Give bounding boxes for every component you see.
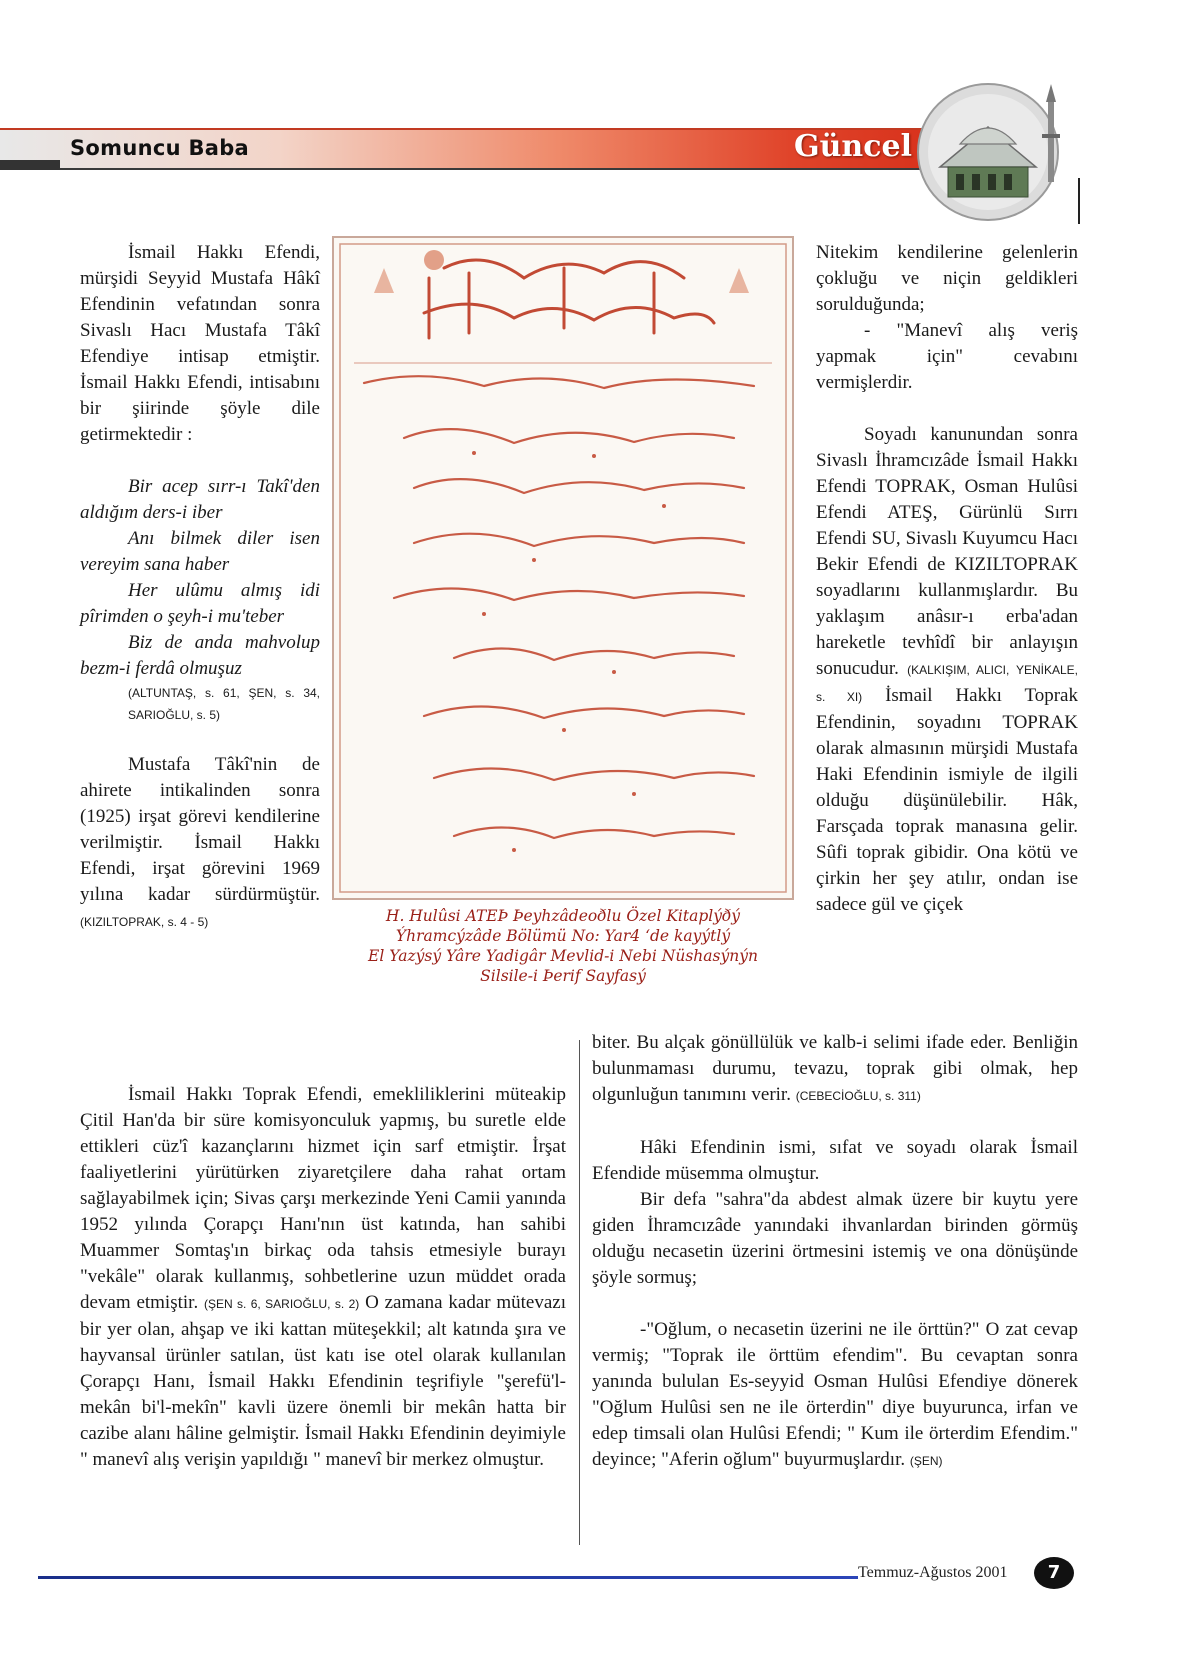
bottom-right-paragraph-1 bbox=[592, 1030, 1078, 1109]
figure-caption bbox=[332, 906, 794, 986]
left-paragraph-1: İsmail Hakkı Efendi, mürşidi Seyyid Mustafa Hâkî Efendinin vefatından sonra Sivaslı Hacı Mustafa Tâkî Efendiye intisap etmiştir. İsmail Hakkı Efendi, intisabını bir şiirinde şöyle dile getirmektedir : bbox=[80, 242, 320, 445]
poem bbox=[80, 474, 320, 682]
bottom-right-paragraph-1-citation: (CEBECİOĞLU, s. 311) bbox=[795, 1089, 921, 1103]
left-paragraph-2-citation: (KIZILTOPRAK, s. 4 - 5) bbox=[80, 915, 209, 929]
column-divider bbox=[579, 1040, 580, 1545]
poem-citation: (ALTUNTAŞ, s. 61, ŞEN, s. 34, SARIOĞLU, s. 5) bbox=[128, 686, 320, 722]
manuscript-image bbox=[332, 236, 794, 900]
section-title: Güncel bbox=[794, 129, 912, 164]
issue-date: Temmuz-Ağustos 2001 bbox=[858, 1564, 1008, 1581]
right-column bbox=[816, 240, 1078, 918]
right-paragraph-3-citation: (KALKIŞIM, ALICI, YENİKALE, s. XI) bbox=[816, 663, 1078, 704]
bottom-left-paragraph-1-text: İsmail Hakkı Toprak Efendi, emekliliklerini müteakip Çitil Han'da bir süre komisyonculuk yapmış, bu suretle elde ettikleri cüz'î kazançlarını hizmet için sarf etmiştir. İrşat faaliyetlerini yürütürken ziyaretçilere daha rahat ortam sağlayabilmek için; Sivas çarşı merkezinde Yeni Camii yanında 1952 yılında Çorapçı Hanı'nın üst katında, han sahibi Muammer Somtaş'ın birkaç oda tahsis etmesiyle burayı "vekâle" olarak kullanmış, sohbetlerine uzun müddet orada devam etmiştir. bbox=[80, 1084, 566, 1313]
right-paragraph-3-text: Soyadı kanunundan sonra Sivaslı İhramcızâde İsmail Hakkı Efendi TOPRAK, Osman Hulûsi Efendi ATEŞ, Gürünlü Sırrı Efendi SU, Sivaslı Kuyumcu Hacı Bekir Efendi de KIZILTOPRAK soyadlarını kullanmışlardır. Bu yaklaşım anâsır-ı erba'adan hareketle tevhîdî bir anlayışın sonucudur. bbox=[816, 424, 1078, 679]
caption-line-2: Ýhramcýzâde Bölümü No: Yar4 ‘de kayýtlý bbox=[395, 927, 731, 945]
caption-line-3: El Yazýsý Yâre Yadigâr Mevlid-i Nebi Nüshasýnýn bbox=[368, 947, 758, 965]
bottom-right-paragraph-3: Bir defa "sahra"da abdest almak üzere bir kuytu yere giden İhramcızâde yanındaki ihvanlardan birinden görmüş olduğu necasetin üzerini örtmesini istemiş ve ona dönüşünde şöyle sormuş; bbox=[592, 1189, 1078, 1288]
caption-line-4: Silsile-i Þerif Sayfasý bbox=[480, 967, 646, 985]
poem-line-1: Bir acep sırr-ı Takî'den aldığım ders-i iber bbox=[80, 476, 320, 523]
right-paragraph-2: - "Manevî alış veriş yapmak için" cevabını vermişlerdir. bbox=[816, 320, 1078, 393]
header-vertical-rule bbox=[1078, 178, 1080, 224]
poem-line-3: Her ulûmu almış idi pîrimden o şeyh-i mu'teber bbox=[80, 580, 320, 627]
bottom-right-paragraph-4-citation: (ŞEN) bbox=[909, 1454, 943, 1468]
bottom-right-paragraph-2: Hâki Efendinin ismi, sıfat ve soyadı olarak İsmail Efendide müsemma olmuştur. bbox=[592, 1137, 1078, 1184]
left-column bbox=[80, 240, 320, 935]
poem-line-2: Anı bilmek diler isen vereyim sana haber bbox=[80, 528, 320, 575]
bottom-right-paragraph-1-text: biter. Bu alçak gönüllülük ve kalb-i selimi ifade eder. Benliğin bulunmaması durumu, tevazu, toprak gibi olmak, hep olgunluğun tanımını verir. bbox=[592, 1032, 1078, 1105]
magazine-title: Somuncu Baba bbox=[70, 136, 250, 160]
footer-rule bbox=[38, 1576, 858, 1579]
bottom-right-paragraph-4-text: -"Oğlum, o necasetin üzerini ne ile örttün?" O zat cevap vermiş; "Toprak ile örttüm efendim". Bu cevaptan sonra yanında bululan Es-seyyid Osman Hulûsi Efendiye dönerek "Oğlum Hulûsi sen ne ile örterdin" diye buyurunca, irfan ve edep timsali olan Hulûsi Efendi; " Kum ile örterdim Efendim." deyince; "Aferin oğlum" buyurmuşlardır. bbox=[592, 1319, 1078, 1470]
bottom-left-paragraph-1-citation: (ŞEN s. 6, SARIOĞLU, s. 2) bbox=[204, 1297, 360, 1311]
bottom-left-paragraph-1-continued: O zamana kadar mütevazı bir yer olan, ahşap ve iki kattan müteşekkil; alt katında şıra ve hayvansal ürünler satılan, üst katı ise otel olarak kullanılan Çorapçı Hanı, İsmail Hakkı Efendinin teşrifiyle "şerefü'l-mekân bi'l-mekîn" kavli üzere önemli bir mekân hatta bir cazibe alanı hâline gelmiştir. İsmail Hakkı Efendinin deyimiyle " manevî alış verişin yapıldığı " manevî bir merkez olmuştur. bbox=[80, 1292, 567, 1470]
bottom-right-paragraph-4 bbox=[592, 1317, 1078, 1474]
caption-line-1: H. Hulûsi ATEÞ Þeyhzâdeoðlu Özel Kitaplýðý bbox=[385, 907, 741, 925]
bottom-right-column bbox=[592, 1030, 1078, 1474]
bottom-left-column bbox=[80, 1082, 566, 1473]
header-left-bar bbox=[0, 160, 60, 170]
left-paragraph-2 bbox=[80, 752, 320, 935]
bottom-left-paragraph-1 bbox=[80, 1082, 566, 1473]
mosque-logo-icon bbox=[910, 72, 1080, 222]
left-paragraph-2-text: Mustafa Tâkî'nin de ahirete intikalinden sonra (1925) irşat görevi kendilerine verilmiştir. İsmail Hakkı Efendi, irşat görevini 1969 yılına kadar sürdürmüştür. bbox=[80, 754, 320, 905]
poem-line-4: Biz de anda mahvolup bezm-i ferdâ olmuşuz bbox=[80, 632, 320, 679]
right-paragraph-1: Nitekim kendilerine gelenlerin çokluğu ve niçin geldikleri sorulduğunda; bbox=[816, 242, 1078, 315]
header-bottom-rule bbox=[0, 168, 930, 170]
right-paragraph-3 bbox=[816, 422, 1078, 918]
right-paragraph-3-continued: İsmail Hakkı Toprak Efendinin, soyadını TOPRAK olarak almasının mürşidi Mustafa Haki Efendinin ismiyle de ilgili olduğu düşünülebilir. Hâk, Farsçada toprak manasına gelir. Sûfi toprak gibidir. Ona kötü ve çirkin her şey atılır, ondan ise sadece gül ve çiçek bbox=[816, 685, 1078, 915]
page-number: 7 bbox=[1034, 1557, 1074, 1589]
